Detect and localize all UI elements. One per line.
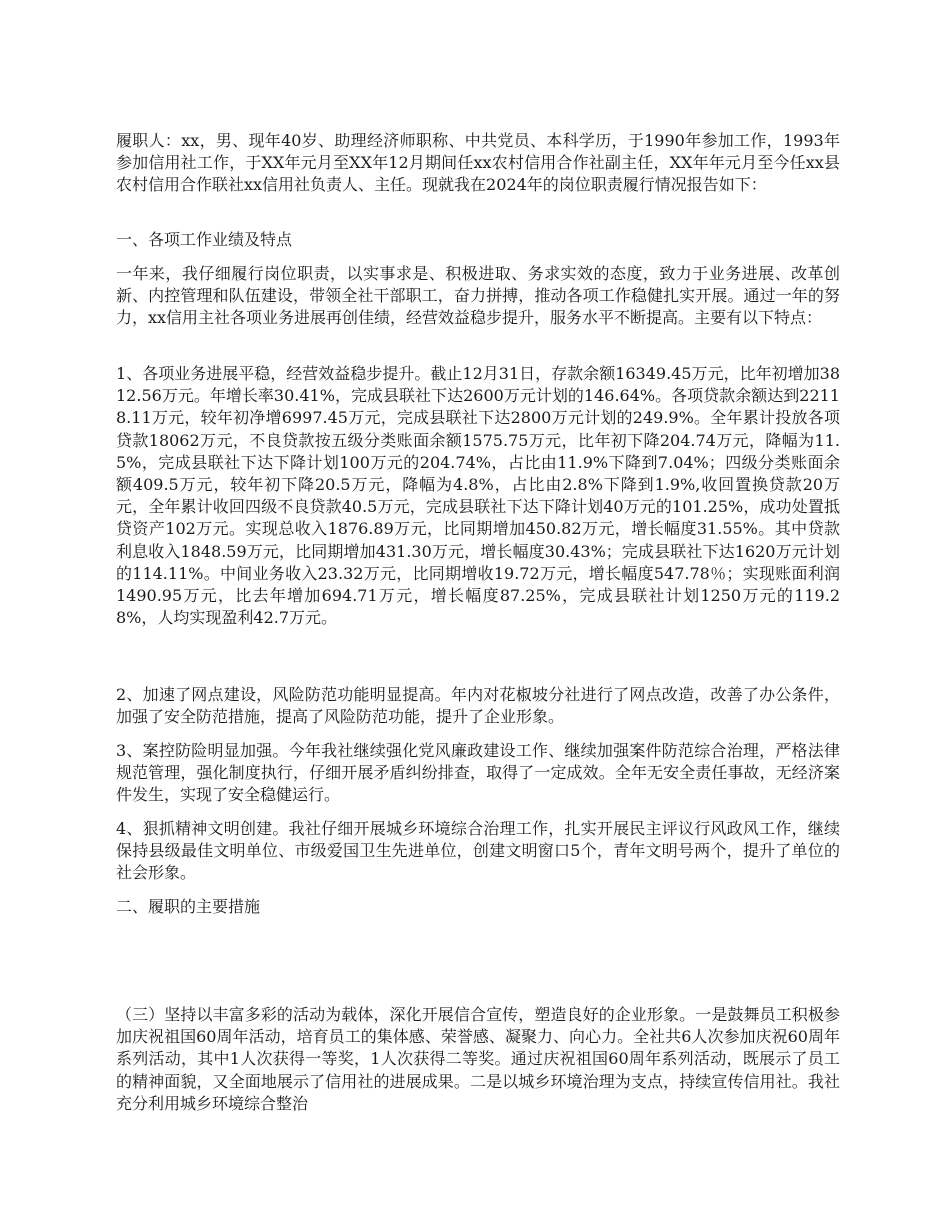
business-results-paragraph: 1、各项业务进展平稳，经营效益稳步提升。截止12月31日，存款余额16349.45万元，比年初增加3812.56万元。年增长率30.41%，完成县联社下达2600万元计划的146.64%。各项贷款余额达到22118.11万元，较年初净增6997.45万元，完成县联社下达2800万元计划的249.9%。全年累计投放各项贷款18062万元，不良贷款按五级分类账面余额1575.75万元，比年初下降204.74万元，降幅为11.5%，完成县联社下达下降计划100万元的204.74%，占比由11.9%下降到7.04%；四级分类账面余额409.5万元，较年初下降20.5万元，降幅为4.8%，占比由2.8%下降到1.9%,收回置换贷款20万元，全年累计收回四级不良贷款40.5万元，完成县联社下达下降计划40万元的101.25%，成功处置抵贷资产102万元。实现总收入1876.89万元，比同期增加450.82万元，增长幅度31.55%。其中贷款利息收入1848.59万元，比同期增加431.30万元，增长幅度30.43%；完成县联社下达1620万元计划的114.11%。中间业务收入23.32万元，比同期增收19.72万元，增长幅度547.78％；实现账面利润1490.95万元，比去年增加694.71万元，增长幅度87.25%，完成县联社计划1250万元的119.28%，人均实现盈利42.7万元。 (116, 364, 840, 628)
case-prevention-paragraph: 3、案控防险明显加强。今年我社继续强化党风廉政建设工作、继续加强案件防范综合治理，严格法律规范管理，强化制度执行，仔细开展矛盾纠纷排查，取得了一定成效。全年无安全责任事故，无经济案件发生，实现了安全稳健运行。 (116, 741, 840, 805)
civilization-paragraph: 4、狠抓精神文明创建。我社仔细开展城乡环境综合治理工作，扎实开展民主评议行风政风工作，继续保持县级最佳文明单位、市级爱国卫生先进单位，创建文明窗口5个，青年文明号两个，提升了单位的社会形象。 (116, 819, 840, 883)
overview-paragraph: 一年来，我仔细履行岗位职责，以实事求是、积极进取、务求实效的态度，致力于业务进展、改革创新、内控管理和队伍建设，带领全社干部职工，奋力拼搏，推动各项工作稳健扎实开展。通过一年的努力，xx信用主社各项业务进展再创佳绩，经营效益稳步提升，服务水平不断提高。主要有以下特点： (116, 264, 840, 328)
section-heading-achievements: 一、各项工作业绩及特点 (116, 230, 293, 249)
activities-paragraph: （三）坚持以丰富多彩的活动为载体，深化开展信合宣传，塑造良好的企业形象。一是鼓舞员工积极参加庆祝祖国60周年活动，培育员工的集体感、荣誉感、凝聚力、向心力。全社共6人次参加庆祝60周年系列活动，其中1人次获得一等奖，1人次获得二等奖。通过庆祝祖国60周年系列活动，既展示了员工的精神面貌，又全面地展示了信用社的进展成果。二是以城乡环境治理为支点，持续宣传信用社。我社充分利用城乡环境综合整治 (116, 1005, 840, 1113)
intro-paragraph: 履职人：xx，男、现年40岁、助理经济师职称、中共党员、本科学历，于1990年参加工作，1993年参加信用社工作，于XX年元月至XX年12月期间任xx农村信用合作社副主任，XX年年元月至今任xx县农村信用合作联社xx信用社负责人、主任。现就我在2024年的岗位职责履行情况报告如下： (116, 131, 840, 195)
section-heading-measures: 二、履职的主要措施 (116, 897, 261, 916)
branch-construction-paragraph: 2、加速了网点建设，风险防范功能明显提高。年内对花椒坡分社进行了网点改造，改善了办公条件，加强了安全防范措施，提高了风险防范功能，提升了企业形象。 (116, 685, 840, 727)
